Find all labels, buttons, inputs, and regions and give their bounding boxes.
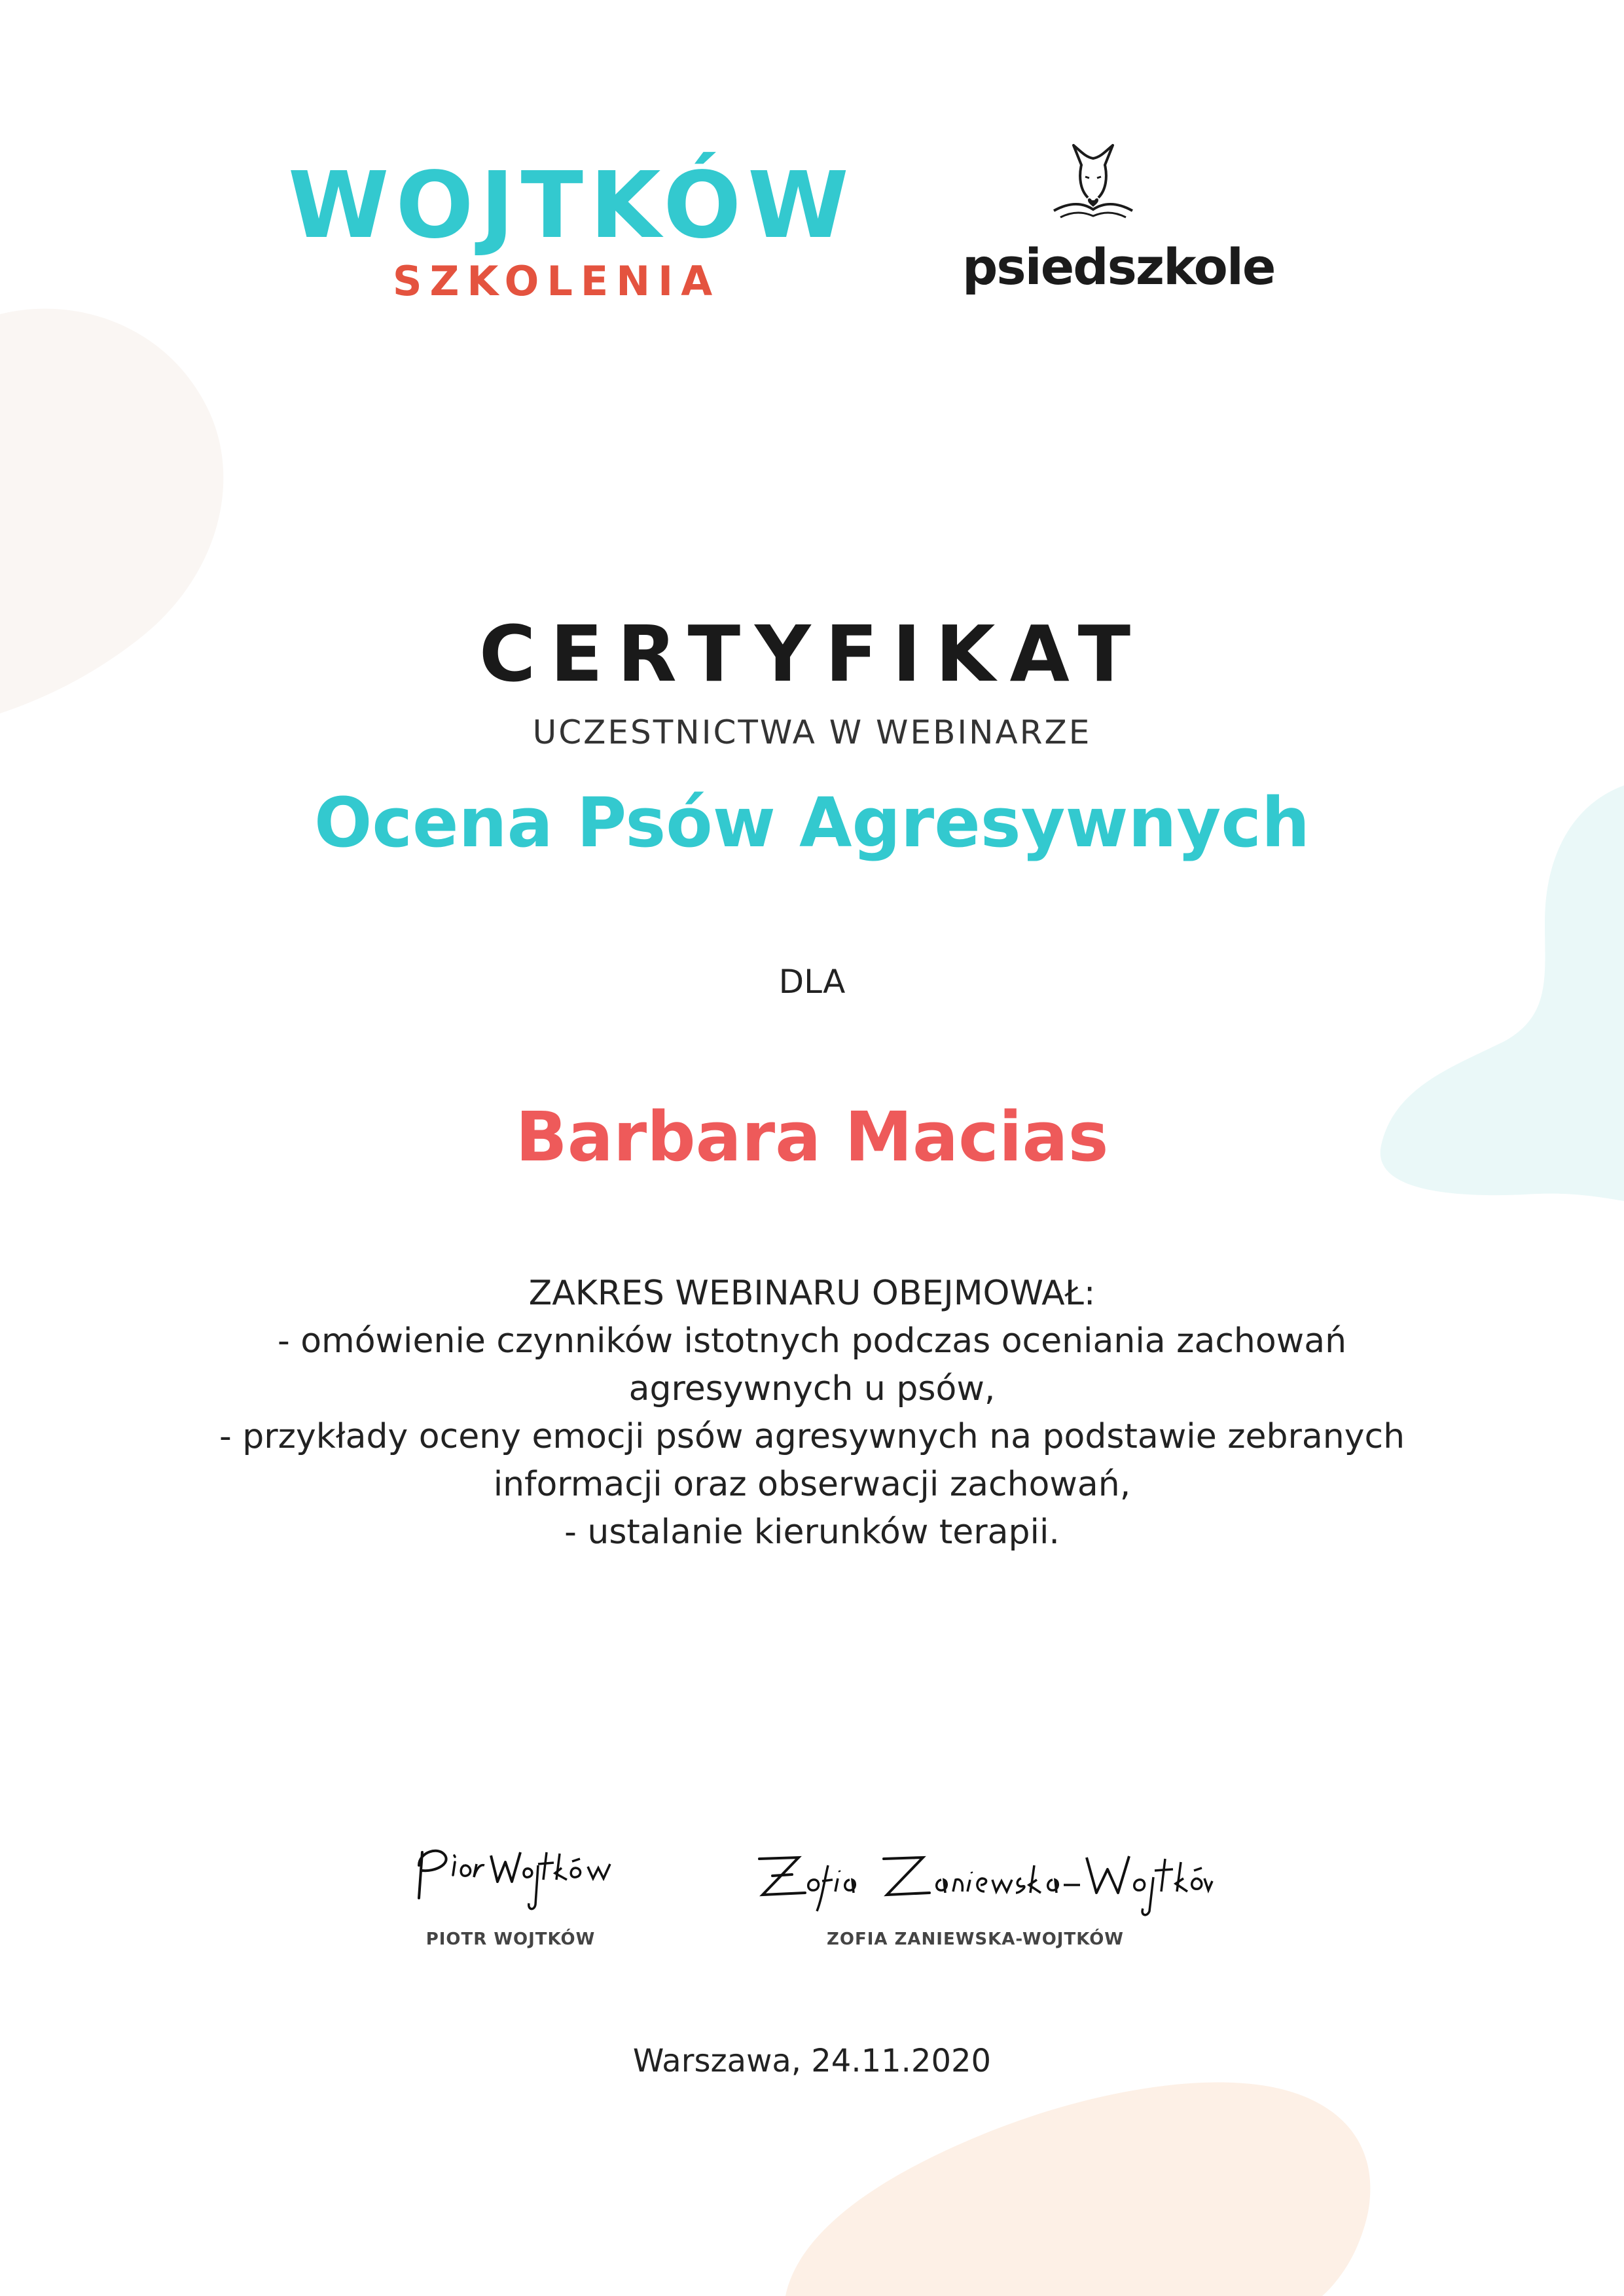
scope-line: agresywnych u psów, <box>628 1369 996 1408</box>
signatory-name-right: ZOFIA ZANIEWSKA-WOJTKÓW <box>827 1929 1124 1949</box>
place-and-date: Warszawa, 24.11.2020 <box>632 2043 992 2079</box>
scope-line: - ustalanie kierunków terapii. <box>564 1513 1060 1552</box>
logo-right-text: psiedszkole <box>962 238 1275 296</box>
handwritten-signature-left <box>399 1826 622 1924</box>
scope-line: informacji oraz obserwacji zachowań, <box>493 1465 1131 1504</box>
certificate-subtitle: UCZESTNICTWA W WEBINARZE <box>532 713 1092 751</box>
wojtkow-szkolenia-logo <box>288 152 856 305</box>
signatory-name-left: PIOTR WOJTKÓW <box>425 1929 596 1949</box>
logo-left-sub-text: SZKOLENIA <box>392 257 721 305</box>
signature-block-right <box>733 1833 1218 1948</box>
certificate-title: CERTYFIKAT <box>478 609 1146 699</box>
scope-heading: ZAKRES WEBINARU OBEJMOWAŁ: <box>528 1274 1096 1313</box>
recipient-name: Barbara Macias <box>515 1097 1109 1177</box>
webinar-scope <box>0 1270 1624 1556</box>
handwritten-signature-right <box>733 1833 1218 1924</box>
peach-blob-decoration <box>759 2068 1388 2296</box>
logo-left-main-text: WOJTKÓW <box>288 152 856 259</box>
scope-line: - przykłady oceny emocji psów agresywnych na podstawie zebranych <box>219 1417 1405 1456</box>
dog-reading-book-icon <box>1041 137 1146 236</box>
for-label: DLA <box>778 963 846 1001</box>
psiedszkole-logo <box>962 137 1275 296</box>
webinar-title: Ocena Psów Agresywnych <box>314 783 1310 863</box>
signature-block-left <box>393 1826 628 1948</box>
scope-line: - omówienie czynników istotnych podczas oceniania zachowań <box>277 1321 1347 1361</box>
